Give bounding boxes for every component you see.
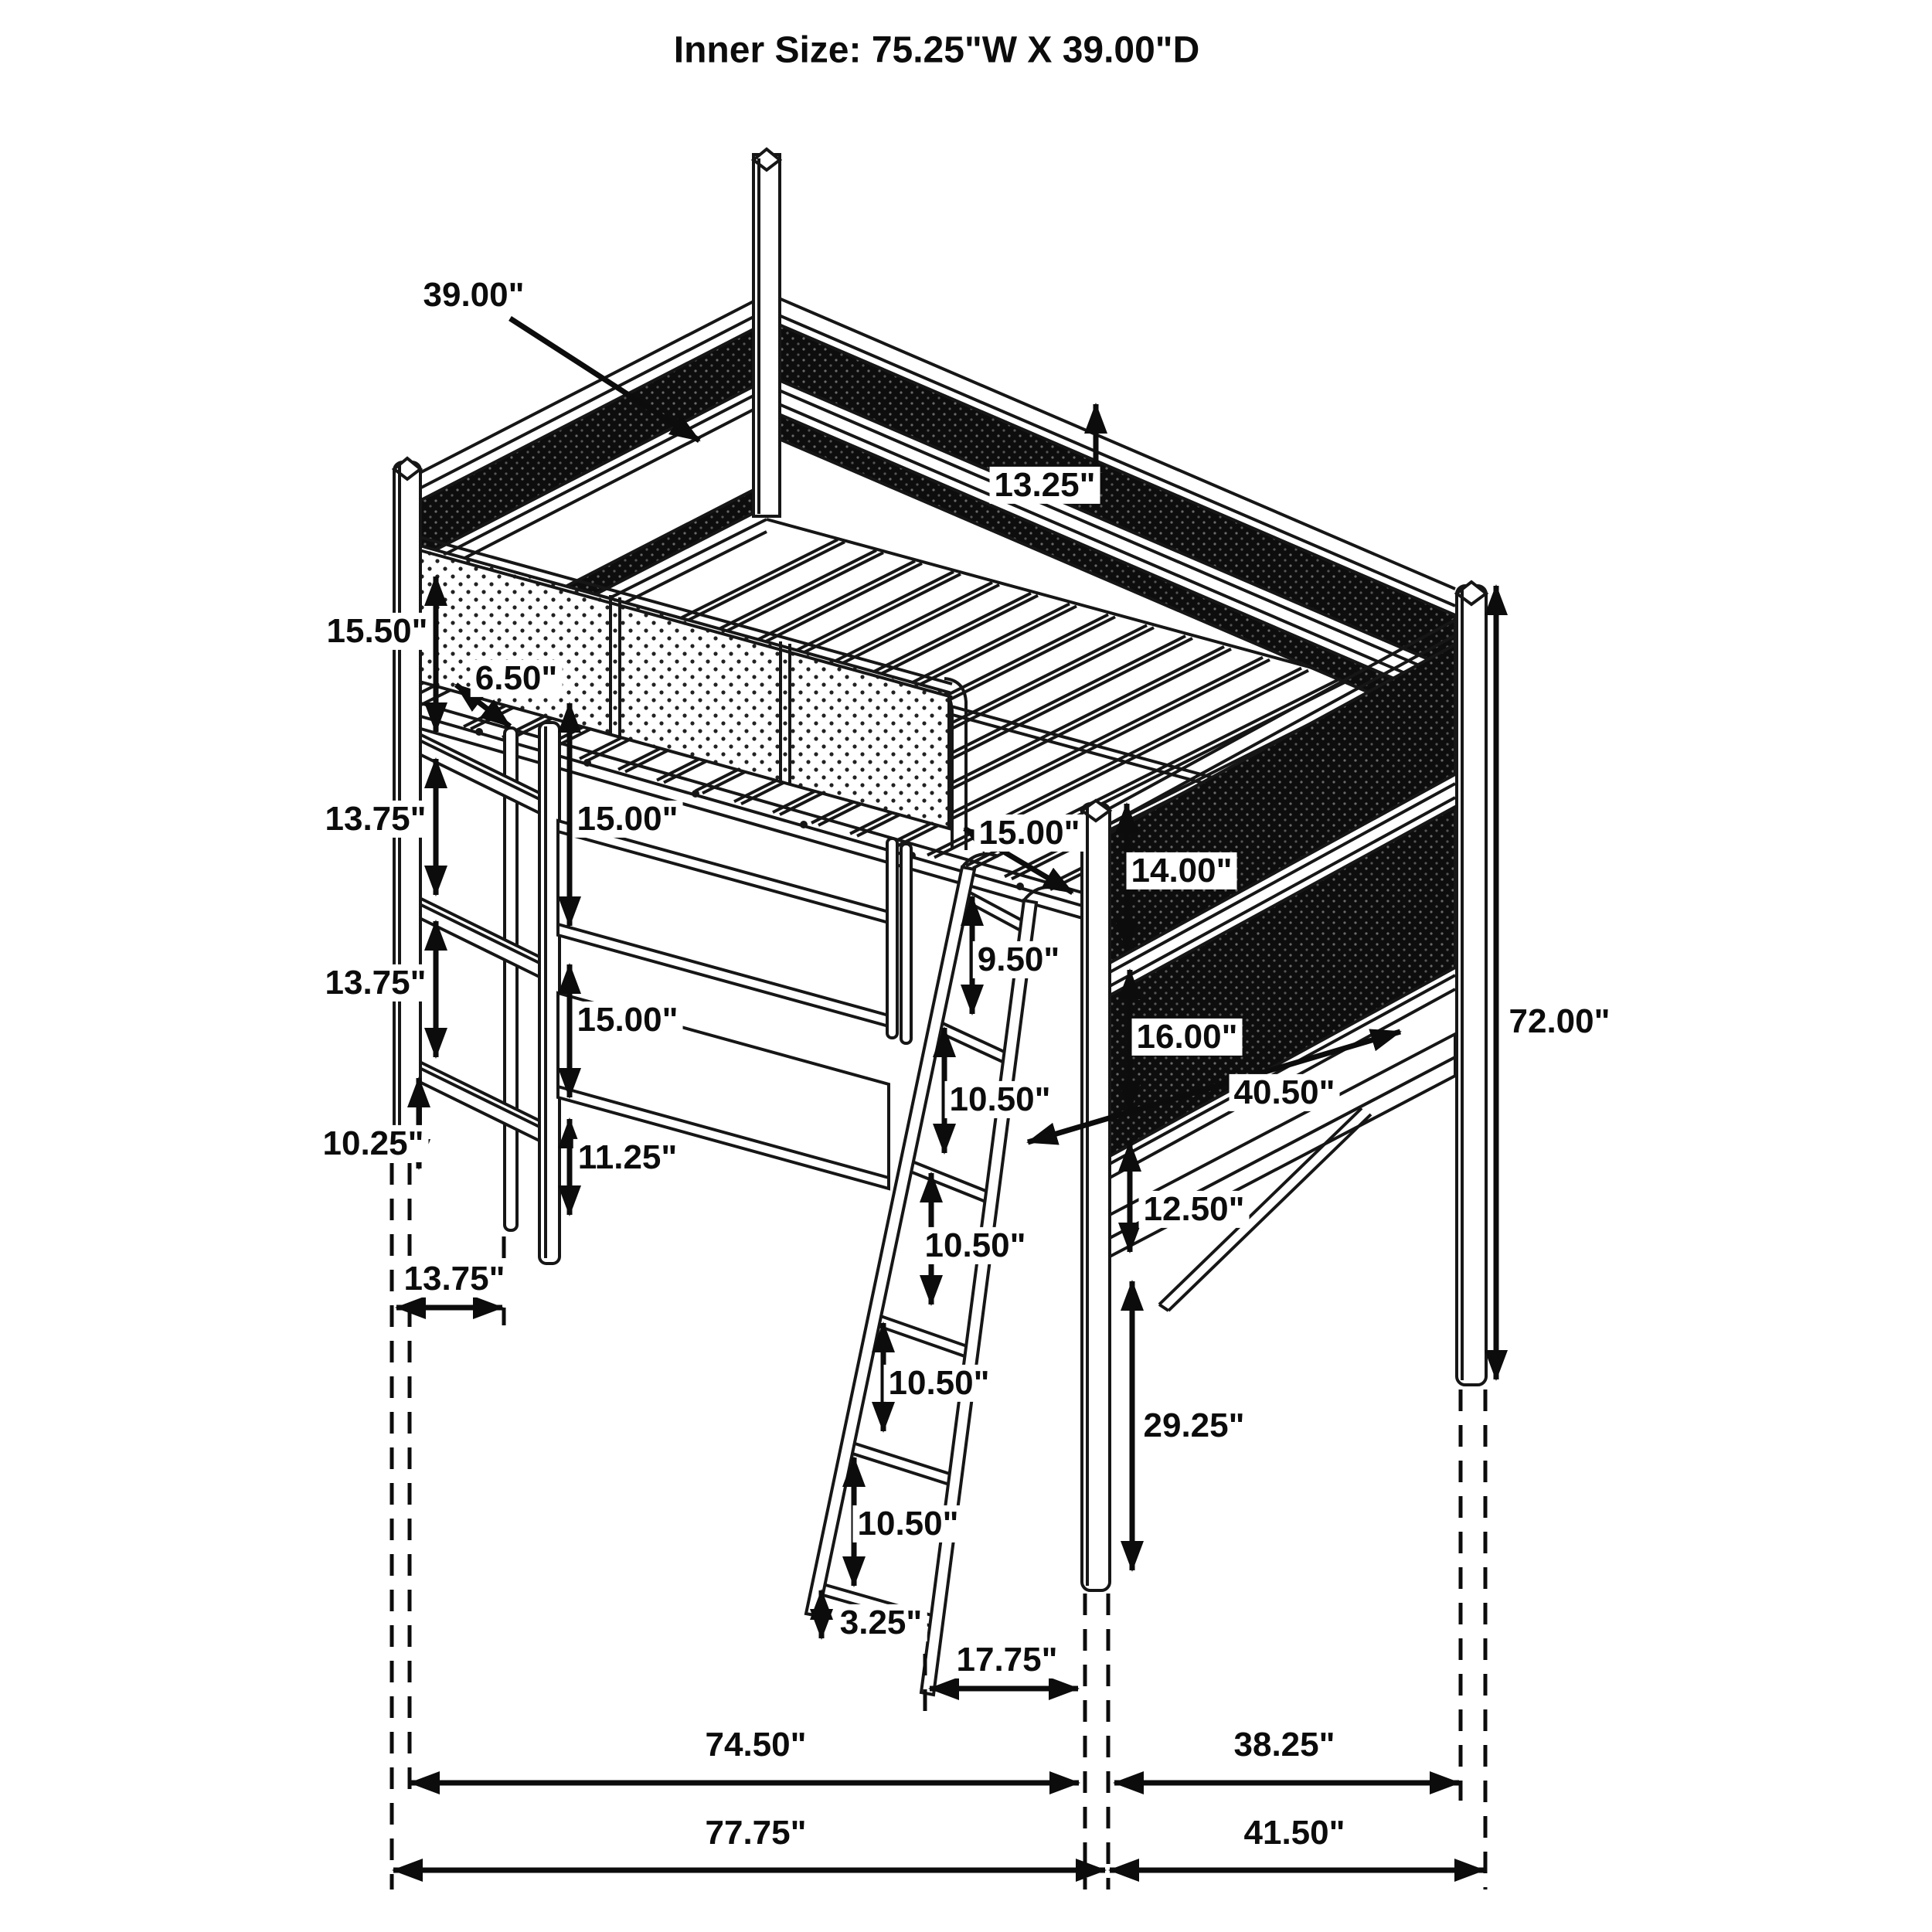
- dim-ladder-9-50: 9.50": [973, 941, 1065, 978]
- dim-ladder-10-50-c: 10.50": [884, 1365, 995, 1402]
- dim-tower-width-13-75: 13.75": [400, 1260, 510, 1298]
- shelf-3: [420, 1062, 549, 1142]
- dim-desk-drop-12-50: 12.50": [1139, 1191, 1250, 1228]
- bed-frame: [394, 149, 1486, 1695]
- dim-ladder-offset-17-75: 17.75": [952, 1641, 1063, 1679]
- dim-footboard-16-00: 16.00": [1132, 1019, 1243, 1056]
- dim-ladder-foot-3-25: 3.25": [835, 1604, 927, 1641]
- dim-post-bottom-10-25: 10.25": [318, 1125, 429, 1162]
- dim-width-41-50: 41.50": [1240, 1815, 1350, 1852]
- dim-depth-39: 39.00": [419, 277, 529, 314]
- dim-length-77-75: 77.75": [701, 1815, 811, 1852]
- dim-total-height-72-00: 72.00": [1505, 1003, 1615, 1040]
- shelf-2: [420, 898, 549, 978]
- dim-shelf-depth-6-50: 6.50": [471, 660, 563, 697]
- tower-rear-leg: [505, 728, 517, 1230]
- dim-guardrail-13-25: 13.25": [990, 467, 1100, 504]
- dim-desk-gap-15-00-b: 15.00": [573, 1002, 683, 1039]
- dim-length-74-50: 74.50": [701, 1726, 811, 1764]
- dim-rail-15-00-c: 15.00": [975, 815, 1085, 852]
- diagram-title: Inner Size: 75.25"W X 39.00"D: [673, 29, 1200, 71]
- dim-ladder-10-50-d: 10.50": [853, 1505, 964, 1543]
- dim-leg-bottom-11-25: 11.25": [573, 1139, 682, 1176]
- dim-shelf-gap-13-75-a: 13.75": [321, 801, 431, 838]
- dim-desk-depth-40-50: 40.50": [1230, 1074, 1340, 1111]
- dim-desk-gap-15-00-a: 15.00": [573, 801, 683, 838]
- dim-desk-height-29-25: 29.25": [1139, 1407, 1250, 1444]
- dim-width-38-25: 38.25": [1230, 1726, 1340, 1764]
- dim-shelf-gap-15-50: 15.50": [322, 613, 433, 650]
- dim-footboard-14-00: 14.00": [1127, 852, 1237, 889]
- left-desk-top: [558, 821, 889, 1026]
- dim-ladder-10-50-b: 10.50": [920, 1227, 1031, 1264]
- dim-ladder-10-50-a: 10.50": [945, 1081, 1056, 1118]
- dim-shelf-gap-13-75-b: 13.75": [321, 964, 431, 1002]
